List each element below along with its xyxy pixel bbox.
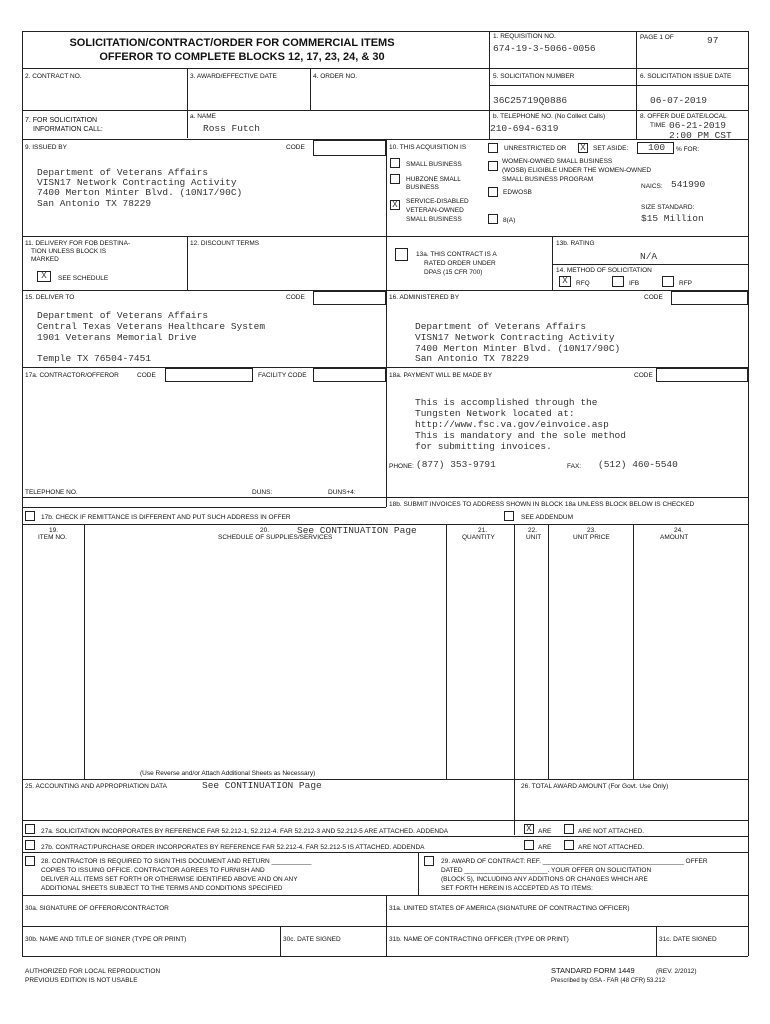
method-label: 14. METHOD OF SOLICITATION [556, 267, 652, 274]
rule [22, 895, 748, 896]
28-label-3: DELIVER ALL ITEMS SET FORTH OR OTHERWISE IDENTIFIED ABOVE AND ON ANY [41, 876, 298, 883]
rule [22, 31, 748, 32]
edwosb-label: EDWOSB [503, 189, 532, 196]
col-unit: UNIT [526, 534, 542, 541]
payment-line: This is mandatory and the sole method [415, 430, 626, 441]
payment-fax-value: (512) 460-5540 [598, 459, 678, 470]
27a-label: 27a. SOLICITATION INCORPORATES BY REFERENCE FAR 52.212-1, 52.212-4. FAR 52.212-3 AND 52.212-5 ARE ATTACHED. ADDENDA [41, 828, 449, 835]
ifb-checkbox[interactable] [612, 276, 624, 287]
info-call-label: 7. FOR SOLICITATION [25, 117, 98, 124]
offer-due-label: 8. OFFER DUE DATE/LOCAL [640, 113, 727, 120]
rule [22, 507, 386, 508]
set-aside-label: SET ASIDE: [593, 145, 629, 152]
rule [187, 68, 188, 138]
rule [552, 264, 748, 265]
see-addendum-label: SEE ADDENDUM [521, 514, 574, 521]
telephone-no-label: TELEPHONE NO. [25, 489, 78, 496]
award-date-label: 3. AWARD/EFFECTIVE DATE [190, 73, 277, 80]
col-schedule: SCHEDULE OF SUPPLIES/SERVICES [218, 534, 333, 541]
solicitation-date-label: 6. SOLICITATION ISSUE DATE [640, 73, 732, 80]
contract-no-label: 2. CONTRACT NO. [25, 73, 82, 80]
see-addendum-checkbox[interactable] [504, 511, 514, 521]
payment-code-field[interactable] [656, 368, 748, 382]
rule [386, 139, 387, 507]
rfp-checkbox[interactable] [662, 276, 674, 287]
rule [552, 236, 553, 290]
issued-code-field[interactable] [313, 140, 386, 156]
col-unit-num: 22. [528, 527, 538, 534]
28-label-4: ADDITIONAL SHEETS SUBJECT TO THE TERMS AND CONDITIONS SPECIFIED [41, 885, 283, 892]
issued-by-label: 9. ISSUED BY [25, 144, 67, 151]
rule [22, 852, 748, 853]
27a-are-not-checkbox[interactable] [564, 824, 574, 834]
small-business-checkbox[interactable] [390, 158, 400, 168]
issued-code-label: CODE [286, 144, 305, 151]
facility-code-field[interactable] [313, 368, 386, 382]
payment-phone-label: PHONE: [389, 463, 414, 470]
8a-checkbox[interactable] [488, 214, 498, 224]
issued-line: VISN17 Network Contracting Activity [37, 177, 237, 188]
rated-order-checkbox[interactable] [395, 248, 408, 261]
payment-fax-label: FAX: [567, 463, 582, 470]
sdvosb-label-3: SMALL BUSINESS [406, 216, 462, 223]
27b-label: 27b. CONTRACT/PURCHASE ORDER INCORPORATES BY REFERENCE FAR 52.212-4. FAR 52.212-5 IS ATTACHED. ADDENDA [41, 844, 425, 851]
deliver-to-line: Central Texas Veterans Healthcare System [37, 321, 266, 332]
naics-value: 541990 [671, 179, 706, 190]
percent-for-label: % FOR: [676, 146, 700, 153]
27a-are-checkbox[interactable]: X [524, 824, 534, 834]
rule [446, 524, 447, 779]
deliver-to-line: 1901 Veterans Memorial Drive [37, 332, 197, 343]
rule [548, 524, 549, 779]
offeror-signature-label: 30a. SIGNATURE OF OFFEROR/CONTRACTOR [25, 905, 169, 912]
set-aside-checkbox[interactable]: X [578, 143, 588, 153]
rule [280, 926, 281, 956]
deliver-to-code-label: CODE [286, 294, 305, 301]
footer-revision: (REV. 2/2012) [656, 968, 697, 975]
sdvosb-label: SERVICE-DISABLED [406, 198, 469, 205]
29-label-2: DATED _______________________. YOUR OFFER ON SOLICITATION [441, 867, 652, 874]
payment-label: 18a. PAYMENT WILL BE MADE BY [389, 372, 493, 379]
hubzone-label-2: BUSINESS [406, 184, 439, 191]
administered-line: VISN17 Network Contracting Activity [415, 332, 615, 343]
see-schedule-label: SEE SCHEDULE [58, 275, 109, 282]
set-aside-percent: 100 [648, 142, 666, 153]
footer-authorized: AUTHORIZED FOR LOCAL REPRODUCTION [25, 968, 161, 975]
size-standard-label: SIZE STANDARD: [641, 204, 695, 211]
wosb-label-3: SMALL BUSINESS PROGRAM [502, 176, 594, 183]
27b-are-checkbox[interactable] [524, 840, 534, 850]
requisition-label: 1. REQUISITION NO. [493, 33, 556, 40]
payment-code-label: CODE [634, 372, 653, 379]
rule [22, 236, 748, 237]
rating-value: N/A [640, 251, 658, 262]
rule [22, 68, 748, 69]
submit-invoices-label: 18b. SUBMIT INVOICES TO ADDRESS SHOWN IN BLOCK 18a UNLESS BLOCK BELOW IS CHECKED [389, 501, 695, 508]
info-call-label-2: INFORMATION CALL: [33, 126, 103, 133]
27b-checkbox[interactable] [25, 840, 35, 850]
rule [22, 956, 748, 957]
sdvosb-label-2: VETERAN-OWNED [406, 207, 464, 214]
deliver-to-line: Temple TX 76504-7451 [37, 353, 152, 364]
29-label-3: (BLOCK 5), INCLUDING ANY ADDITIONS OR CHANGES WHICH ARE [441, 876, 648, 883]
contractor-code-field[interactable] [165, 368, 253, 382]
delivery-fob-label: 11. DELIVERY FOR FOB DESTINA- [25, 240, 131, 247]
27b-are-not-label: ARE NOT ATTACHED. [578, 844, 645, 851]
officer-date-label: 31c. DATE SIGNED [659, 936, 717, 943]
col-amount-num: 24. [674, 527, 684, 534]
delivery-fob-label-2: TION UNLESS BLOCK IS [31, 248, 107, 255]
hubzone-checkbox[interactable] [390, 174, 400, 184]
rule [633, 524, 634, 779]
col-unit-price: UNIT PRICE [573, 534, 610, 541]
administered-line: San Antonio TX 78229 [415, 353, 530, 364]
col-quantity-num: 21. [478, 527, 488, 534]
telephone-label: b. TELEPHONE NO. (No Collect Calls) [493, 113, 606, 120]
form-title: SOLICITATION/CONTRACT/ORDER FOR COMMERCIAL ITEMS [69, 37, 395, 49]
administered-code-field[interactable] [671, 291, 748, 305]
rule [386, 497, 748, 498]
administered-line: Department of Veterans Affairs [415, 321, 587, 332]
col-item-no: ITEM NO. [38, 534, 67, 541]
delivery-fob-label-3: MARKED [31, 256, 59, 263]
footer-form-name: STANDARD FORM 1449 [551, 966, 635, 975]
rule [656, 926, 657, 956]
footer-prescribed: Prescribed by GSA - FAR (48 CFR) 53.212 [551, 978, 666, 984]
telephone-value: 210-694-6319 [490, 123, 559, 134]
name-value: Ross Futch [203, 123, 261, 134]
naics-label: NAICS: [641, 183, 663, 190]
offer-due-time: 2:00 PM CST [669, 130, 732, 141]
contractor-code-label: CODE [137, 372, 156, 379]
col-item-no-num: 19. [49, 527, 59, 534]
issued-line: Department of Veterans Affairs [37, 167, 209, 178]
signer-name-label: 30b. NAME AND TITLE OF SIGNER (TYPE OR PRINT) [25, 936, 187, 943]
offeror-date-label: 30c. DATE SIGNED [283, 936, 341, 943]
payment-line: Tungsten Network located at: [415, 408, 575, 419]
schedule-footnote: (Use Reverse and/or Attach Additional Sheets as Necessary) [140, 770, 316, 777]
rule [22, 31, 23, 956]
accounting-value: See CONTINUATION Page [202, 780, 322, 791]
officer-signature-label: 31a. UNITED STATES OF AMERICA (SIGNATURE OF CONTRACTING OFFICER) [389, 905, 630, 912]
wosb-label-2: (WOSB) ELIGIBLE UNDER THE WOMEN-OWNED [502, 167, 652, 174]
ifb-label: IFB [629, 280, 640, 287]
solicitation-number-value: 36C25719Q0886 [493, 95, 568, 106]
form-subtitle: OFFEROR TO COMPLETE BLOCKS 12, 17, 23, 24, & 30 [99, 51, 385, 63]
27a-checkbox[interactable] [25, 824, 35, 834]
unrestricted-checkbox[interactable] [488, 143, 498, 153]
unrestricted-label: UNRESTRICTED OR [504, 145, 567, 152]
rule [22, 820, 748, 821]
discount-terms-label: 12. DISCOUNT TERMS [190, 240, 260, 247]
rating-label: 13b. RATING [556, 240, 595, 247]
name-label: a. NAME [190, 113, 217, 120]
footer-previous: PREVIOUS EDITION IS NOT USABLE [25, 977, 138, 984]
payment-line: This is accomplished through the [415, 397, 598, 408]
rule [489, 85, 748, 86]
28-label: 28. CONTRACTOR IS REQUIRED TO SIGN THIS DOCUMENT AND RETURN ___________ [41, 858, 312, 865]
remittance-checkbox[interactable] [25, 511, 35, 521]
col-amount: AMOUNT [660, 534, 689, 541]
deliver-to-code-field[interactable] [313, 291, 386, 305]
rfp-label: RFP [679, 280, 692, 287]
edwosb-checkbox[interactable] [488, 187, 498, 197]
rated-order-label-3: DPAS (15 CFR 700) [424, 269, 483, 276]
29-label: 29. AWARD OF CONTRACT: REF. _______________________________________ OFFER [441, 858, 708, 865]
order-no-label: 4. ORDER NO. [313, 73, 358, 80]
27b-are-not-checkbox[interactable] [564, 840, 574, 850]
rule [22, 497, 386, 498]
col-schedule-num: 20. [260, 527, 270, 534]
solicitation-number-label: 5. SOLICITATION NUMBER [493, 73, 575, 80]
rule [187, 236, 188, 290]
27a-are-not-label: ARE NOT ATTACHED. [578, 828, 645, 835]
duns-label: DUNS: [252, 489, 273, 496]
rfq-label: RFQ [576, 280, 590, 287]
contractor-label: 17a. CONTRACTOR/OFFEROR [25, 372, 119, 379]
rule [514, 524, 515, 835]
28-label-2: COPIES TO ISSUING OFFICE. CONTRACTOR AGREES TO FURNISH AND [41, 867, 265, 874]
schedule-value: See CONTINUATION Page [297, 525, 417, 536]
small-business-label: SMALL BUSINESS [406, 161, 462, 168]
28-checkbox[interactable] [25, 856, 35, 866]
accounting-label: 25. ACCOUNTING AND APPROPRIATION DATA [25, 783, 167, 790]
27a-are-label: ARE [538, 828, 552, 835]
remittance-label: 17b. CHECK IF REMITTANCE IS DIFFERENT AND PUT SUCH ADDRESS IN OFFER [41, 514, 291, 521]
see-schedule-checkbox[interactable]: X [37, 271, 51, 282]
administered-line: 7400 Merton Minter Blvd. (10N17/90C) [415, 343, 621, 354]
rated-order-label: 13a. THIS CONTRACT IS A [416, 251, 497, 258]
size-standard-value: $15 Million [641, 213, 704, 224]
hubzone-label: HUBZONE SMALL [406, 176, 461, 183]
rule [84, 524, 85, 779]
rule [22, 110, 748, 111]
acquisition-label: 10. THIS ACQUISITION IS [389, 144, 467, 151]
wosb-checkbox[interactable] [488, 161, 498, 171]
rule [418, 852, 419, 895]
issued-line: San Antonio TX 78229 [37, 198, 152, 209]
29-checkbox[interactable] [424, 856, 434, 866]
sdvosb-checkbox[interactable]: X [390, 200, 400, 210]
offer-due-date: 06-21-2019 [669, 120, 727, 131]
deliver-to-line: Department of Veterans Affairs [37, 310, 209, 321]
col-quantity: QUANTITY [462, 534, 495, 541]
offer-due-time-label: TIME [650, 122, 666, 129]
page-total: 97 [707, 35, 719, 46]
rule [748, 31, 749, 956]
requisition-value: 674-19-3-5066-0056 [493, 43, 596, 54]
8a-label: 8(A) [503, 217, 516, 224]
payment-line: http://www.fsc.va.gov/einvoice.asp [415, 419, 609, 430]
rule [22, 836, 748, 837]
rule [310, 68, 311, 110]
col-unit-price-num: 23. [587, 527, 597, 534]
29-label-4: SET FORTH HEREIN IS ACCEPTED AS TO ITEMS: [441, 885, 593, 892]
payment-line: for submitting invoices. [415, 441, 552, 452]
issued-line: 7400 Merton Minter Blvd. (10N17/90C) [37, 187, 243, 198]
solicitation-date-value: 06-07-2019 [650, 95, 708, 106]
rule [22, 926, 748, 927]
officer-name-label: 31b. NAME OF CONTRACTING OFFICER (TYPE OR PRINT) [389, 936, 569, 943]
facility-code-label: FACILITY CODE [258, 372, 307, 379]
total-award-label: 26. TOTAL AWARD AMOUNT (For Govt. Use Only) [521, 783, 669, 790]
page-label: PAGE 1 OF [640, 34, 674, 41]
payment-phone-value: (877) 353-9791 [416, 459, 496, 470]
27b-are-label: ARE [538, 844, 552, 851]
wosb-label: WOMEN-OWNED SMALL BUSINESS [502, 158, 613, 165]
administered-code-label: CODE [644, 294, 663, 301]
deliver-to-label: 15. DELIVER TO [25, 294, 75, 301]
rated-order-label-2: RATED ORDER UNDER [424, 260, 496, 267]
administered-label: 16. ADMINISTERED BY [389, 294, 460, 301]
duns4-label: DUNS+4: [328, 489, 356, 496]
rule [22, 779, 748, 780]
rfq-checkbox[interactable]: X [559, 276, 571, 287]
